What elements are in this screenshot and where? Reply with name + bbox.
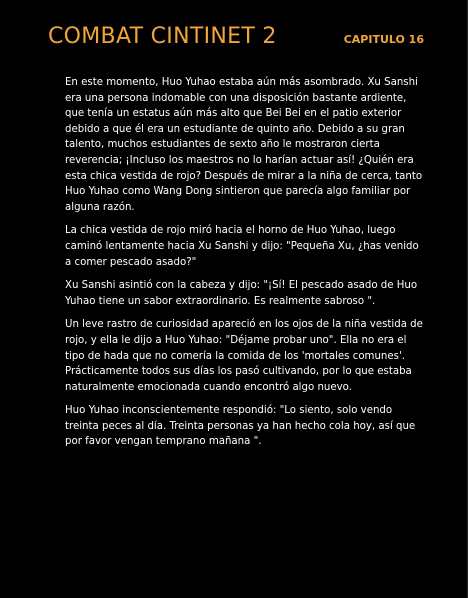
paragraph-3: Xu Sanshi asintió con la cabeza y dijo: "¡Sí! El pescado asado de Huo Yuhao tiene un sabor extraordinario. Es realmente sabroso ". (65, 280, 418, 307)
book-title: COMBAT CINTINET 2 (48, 24, 277, 49)
paragraph-5: Huo Yuhao inconscientemente respondió: "Lo siento, solo vendo treinta peces al día. Treinta personas ya han hecho cola hoy, así que por favor vengan temprano mañana ". (65, 405, 416, 448)
paragraph-4: Un leve rastro de curiosidad apareció en los ojos de la niña vestida de rojo, y ella le dijo a Huo Yuhao: "Déjame probar uno". Ella no era el tipo de hada que no comería la comida de los 'mortales comunes'. Prácticamente todos sus días los pasó cultivando, por lo que estaba naturalmente emocionada cuando encontró algo nuevo. (65, 319, 423, 393)
page-header (0, 0, 468, 60)
paragraph-1: En este momento, Huo Yuhao estaba aún más asombrado. Xu Sanshi era una persona indomable con una disposición bastante ardiente, que tenía un estatus aún más alto que Bei Bei en el patio exterior debido a que él era un estudiante de quinto año. Debido a su gran talento, muchos estudiantes de sexto año le mostraron cierta reverencia; ¡Incluso los maestros no lo harían actuar así! ¿Quién era esta chica vestida de rojo? Después de mirar a la niña de cerca, tanto Huo Yuhao como Wang Dong sintieron que parecía algo familiar por alguna razón. (65, 77, 423, 213)
chapter-label: CAPITULO 16 (343, 33, 424, 46)
chapter-body (65, 75, 425, 458)
paragraph-2: La chica vestida de rojo miró hacia el horno de Huo Yuhao, luego caminó lentamente hacia Xu Sanshi y dijo: "Pequeña Xu, ¿has venido a comer pescado asado?" (65, 225, 419, 268)
